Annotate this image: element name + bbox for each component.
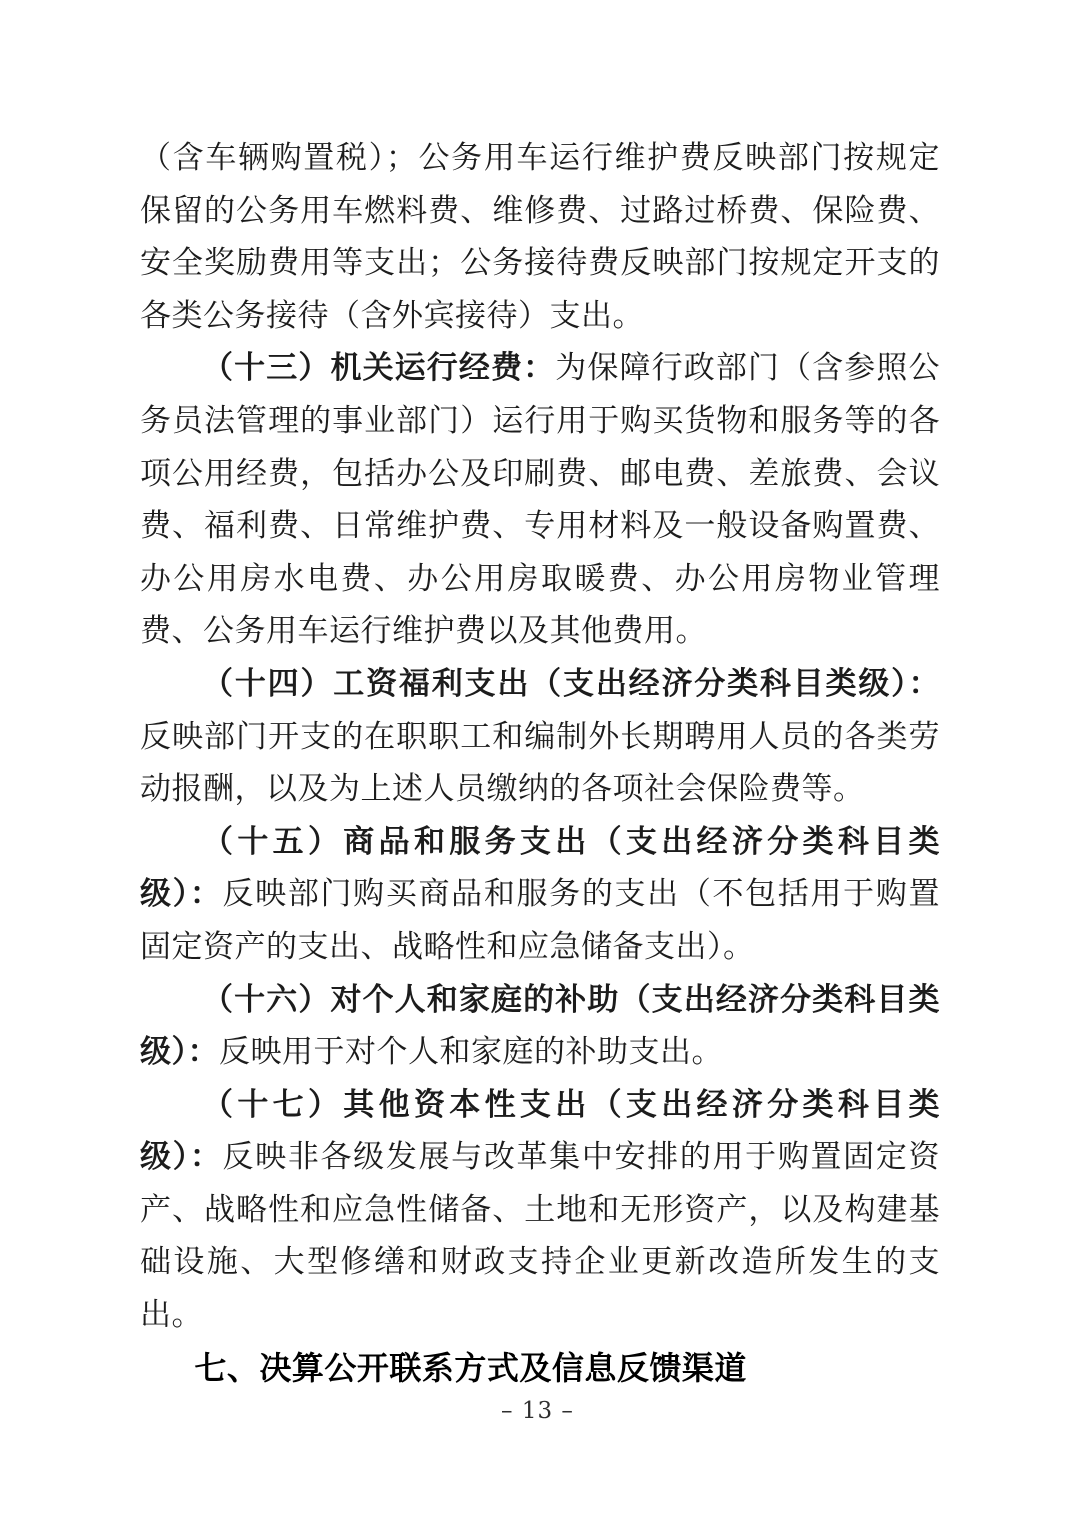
paragraph-text: 为保障行政部门（含参照公务员法管理的事业部门）运行用于购买货物和服务等的各项公用经费，包括办公及印刷费、邮电费、差旅费、会议费、福利费、日常维护费、专用材料及一般设备购置费、办公用房水电费、办公用房取暖费、办公用房物业管理费、公务用车运行维护费以及其他费用。 (140, 350, 940, 650)
paragraph-text: 反映用于对个人和家庭的补助支出。 (219, 1034, 723, 1071)
document-body (140, 132, 940, 1394)
paragraph-lead: （十七）其他资本性支出（支出经济分类科目类级）： (140, 1086, 940, 1176)
paragraph-text: 反映部门开支的在职职工和编制外长期聘用人员的各类劳动报酬，以及为上述人员缴纳的各项社会保险费等。 (140, 718, 940, 808)
page-number: – 13 – (501, 1398, 574, 1424)
paragraph-item-17 (140, 1079, 940, 1342)
paragraph-lead: （十四）工资福利支出（支出经济分类科目类级）： (202, 665, 940, 702)
paragraph-item-16 (140, 974, 940, 1079)
paragraph-item-15 (140, 816, 940, 974)
paragraph-lead: （十五）商品和服务支出（支出经济分类科目类级）： (140, 823, 940, 913)
paragraph-text: （含车辆购置税）；公务用车运行维护费反映部门按规定保留的公务用车燃料费、维修费、过路过桥费、保险费、安全奖励费用等支出；公务接待费反映部门按规定开支的各类公务接待（含外宾接待）支出。 (140, 140, 940, 334)
paragraph-text: 反映部门购买商品和服务的支出（不包括用于购置固定资产的支出、战略性和应急储备支出）。 (140, 876, 940, 965)
section-heading: 七、决算公开联系方式及信息反馈渠道 (194, 1348, 747, 1387)
paragraph-lead: （十六）对个人和家庭的补助（支出经济分类科目类级）： (140, 981, 940, 1071)
paragraph-lead: （十三）机关运行经费： (202, 350, 556, 387)
paragraph-text: 反映非各级发展与改革集中安排的用于购置固定资产、战略性和应急性储备、土地和无形资产，以及构建基础设施、大型修缮和财政支持企业更新改造所发生的支出。 (140, 1139, 940, 1334)
paragraph-item-14 (140, 658, 940, 816)
paragraph-item-13 (140, 342, 940, 658)
paragraph-continuation (140, 132, 940, 342)
